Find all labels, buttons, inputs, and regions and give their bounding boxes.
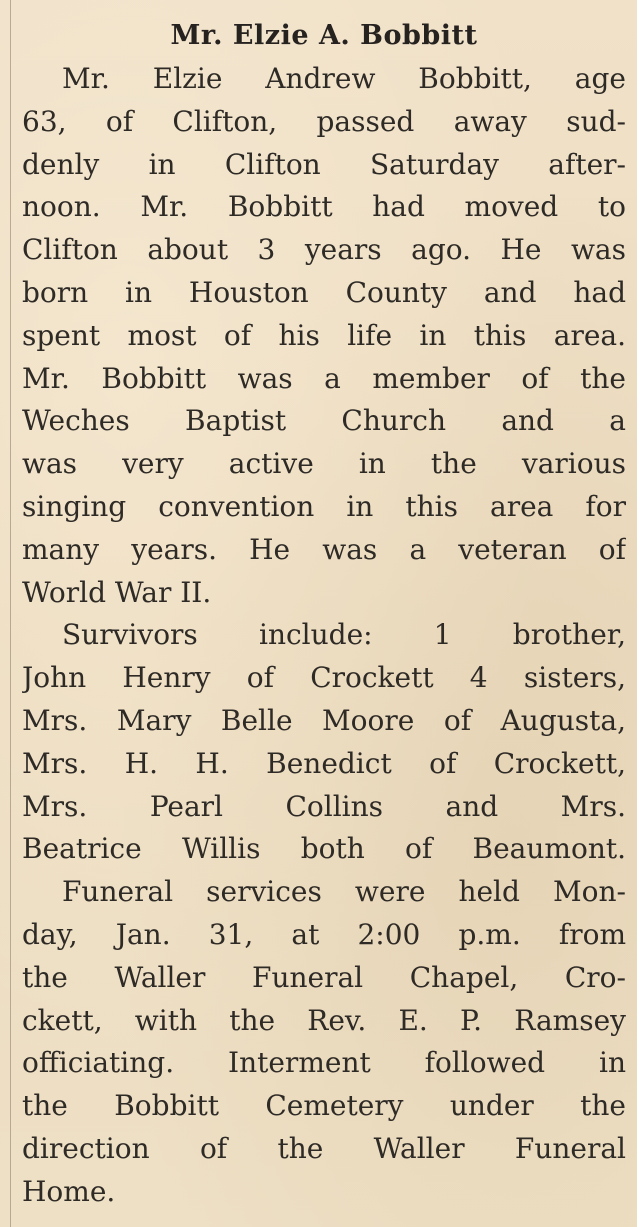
text-line: John Henry of Crockett 4 sisters,: [22, 661, 626, 695]
text-line: Home.: [22, 1174, 116, 1208]
text-line: the Waller Funeral Chapel, Cro-: [22, 960, 626, 994]
text-line: day, Jan. 31, at 2:00 p.m. from: [22, 917, 626, 951]
text-line: denly in Clifton Saturday after-: [22, 147, 626, 181]
text-line: spent most of his life in this area.: [22, 318, 626, 352]
text-line: Mrs. H. H. Benedict of Crockett,: [22, 746, 626, 780]
paragraph-biography: [22, 58, 626, 614]
text-line: Weches Baptist Church and a: [22, 404, 626, 438]
headline: Mr. Elzie A. Bobbitt: [170, 20, 478, 51]
text-line: was very active in the various: [22, 447, 626, 481]
text-line: singing convention in this area for: [22, 489, 626, 523]
text-line: Mr. Elzie Andrew Bobbitt, age: [62, 62, 626, 95]
obituary-article: [22, 14, 626, 1214]
text-line: Mr. Bobbitt was a member of the: [22, 361, 626, 395]
text-line: Beatrice Willis both of Beaumont.: [22, 832, 626, 866]
text-line: born in Houston County and had: [22, 275, 626, 309]
text-line: the Bobbitt Cemetery under the: [22, 1089, 626, 1123]
column-rule: [10, 0, 11, 1227]
text-line: 63, of Clifton, passed away sud-: [22, 104, 626, 138]
paragraph-funeral-services: [22, 871, 626, 1213]
text-line: many years. He was a veteran of: [22, 532, 626, 566]
text-line: noon. Mr. Bobbitt had moved to: [22, 190, 626, 224]
text-line: Mrs. Pearl Collins and Mrs.: [22, 789, 626, 823]
text-line: Clifton about 3 years ago. He was: [22, 233, 626, 267]
text-line: Funeral services were held Mon-: [62, 875, 626, 909]
text-line: officiating. Interment followed in: [22, 1046, 626, 1080]
clipping-edge: [637, 0, 642, 1227]
text-line: ckett, with the Rev. E. P. Ramsey: [22, 1003, 626, 1037]
text-line: Survivors include: 1 brother,: [62, 618, 626, 652]
text-line: direction of the Waller Funeral: [22, 1131, 626, 1165]
text-line: World War II.: [22, 575, 212, 609]
text-line: Mrs. Mary Belle Moore of Augusta,: [22, 703, 626, 737]
paragraph-survivors: [22, 614, 626, 871]
